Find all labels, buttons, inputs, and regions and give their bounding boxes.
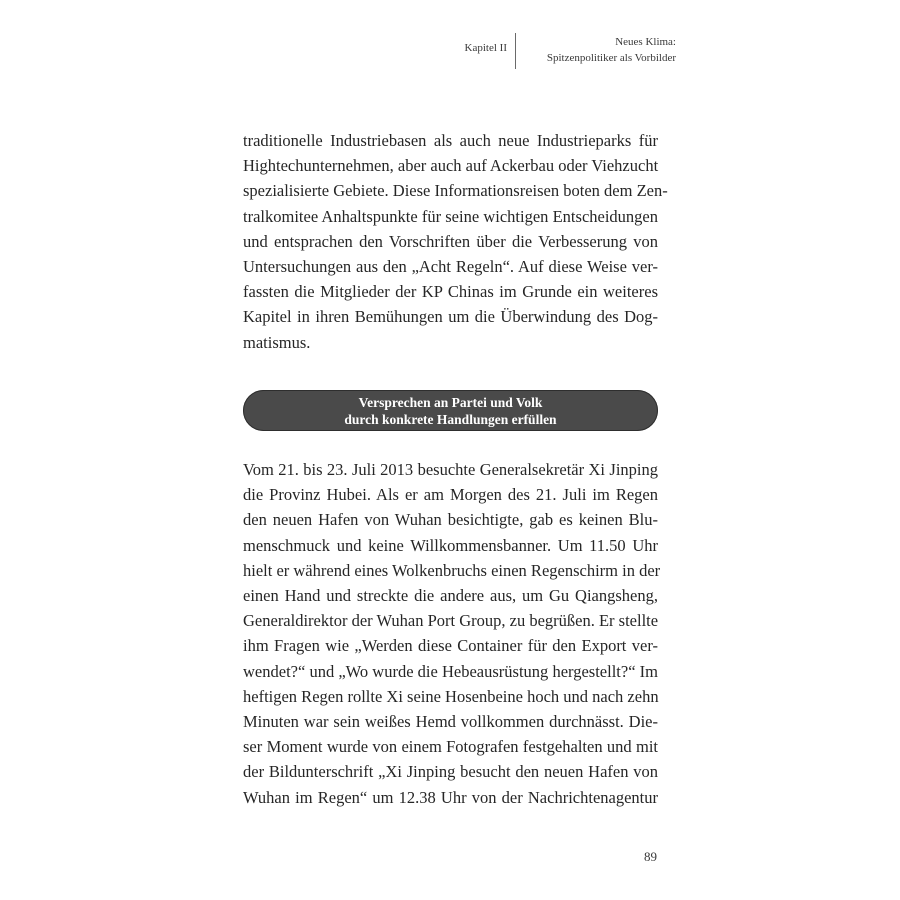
text-line: und entsprachen den Vorschriften über die Verbesserung von <box>243 231 658 251</box>
page-number: 89 <box>644 849 657 864</box>
text-line: Minuten war sein weißes Hemd vollkommen durchnässt. Die- <box>243 712 658 732</box>
text-line: matismus. <box>243 332 311 352</box>
header-title-line-2: Spitzenpolitiker als Vorbilder <box>546 52 676 64</box>
text-line: Wuhan im Regen“ um 12.38 Uhr von der Nachrichtenagentur <box>243 787 658 807</box>
text-line: einen Hand und streckte die andere aus, um Gu Qiangsheng, <box>243 586 658 606</box>
paragraph-1 <box>243 128 668 355</box>
text-line: der Bildunterschrift „Xi Jinping besucht den neuen Hafen von <box>243 762 658 782</box>
text-line: den neuen Hafen von Wuhan besichtigte, gab es keinen Blu- <box>243 510 658 530</box>
header-divider <box>515 33 516 69</box>
text-line: spezialisierte Gebiete. Diese Informationsreisen boten dem Zen- <box>243 181 668 201</box>
text-line: fassten die Mitglieder der KP Chinas im Grunde ein weiteres <box>243 282 658 302</box>
running-header <box>0 33 900 73</box>
text-line: ihm Fragen wie „Werden diese Container für den Export ver- <box>243 636 658 656</box>
text-line: Hightechunternehmen, aber auch auf Ackerbau oder Viehzucht <box>243 156 659 176</box>
text-line: heftigen Regen rollte Xi seine Hosenbeine hoch und nach zehn <box>243 686 659 706</box>
text-line: Vom 21. bis 23. Juli 2013 besuchte Generalsekretär Xi Jinping <box>243 460 658 479</box>
text-line: Generaldirektor der Wuhan Port Group, zu begrüßen. Er stellte <box>243 611 659 631</box>
text-line: ser Moment wurde von einem Fotografen festgehalten und mit <box>243 737 658 757</box>
text-line: Untersuchungen aus den „Acht Regeln“. Auf diese Weise ver- <box>243 257 658 277</box>
text-line: traditionelle Industriebasen als auch neue Industrieparks für <box>243 131 658 150</box>
paragraph-2 <box>243 457 661 810</box>
text-line: hielt er während eines Wolkenbruchs einen Regenschirm in der <box>243 560 661 580</box>
header-title-line-1: Neues Klima: <box>615 36 676 48</box>
text-line: tralkomitee Anhaltspunkte für seine wichtigen Entscheidungen <box>243 206 658 226</box>
text-line: wendet?“ und „Wo wurde die Hebeausrüstung hergestellt?“ Im <box>243 661 658 681</box>
text-line: menschmuck und keine Willkommensbanner. Um 11.50 Uhr <box>243 535 658 555</box>
header-title <box>547 34 676 66</box>
text-line: die Provinz Hubei. Als er am Morgen des 21. Juli im Regen <box>243 485 658 505</box>
section-heading-banner <box>243 390 658 431</box>
section-heading-line-1: Versprechen an Partei und Volk <box>358 394 543 410</box>
section-heading-line-2: durch konkrete Handlungen erfüllen <box>344 411 557 427</box>
header-chapter: Kapitel II <box>464 42 507 54</box>
text-line: Kapitel in ihren Bemühungen um die Überwindung des Dog- <box>243 307 658 327</box>
